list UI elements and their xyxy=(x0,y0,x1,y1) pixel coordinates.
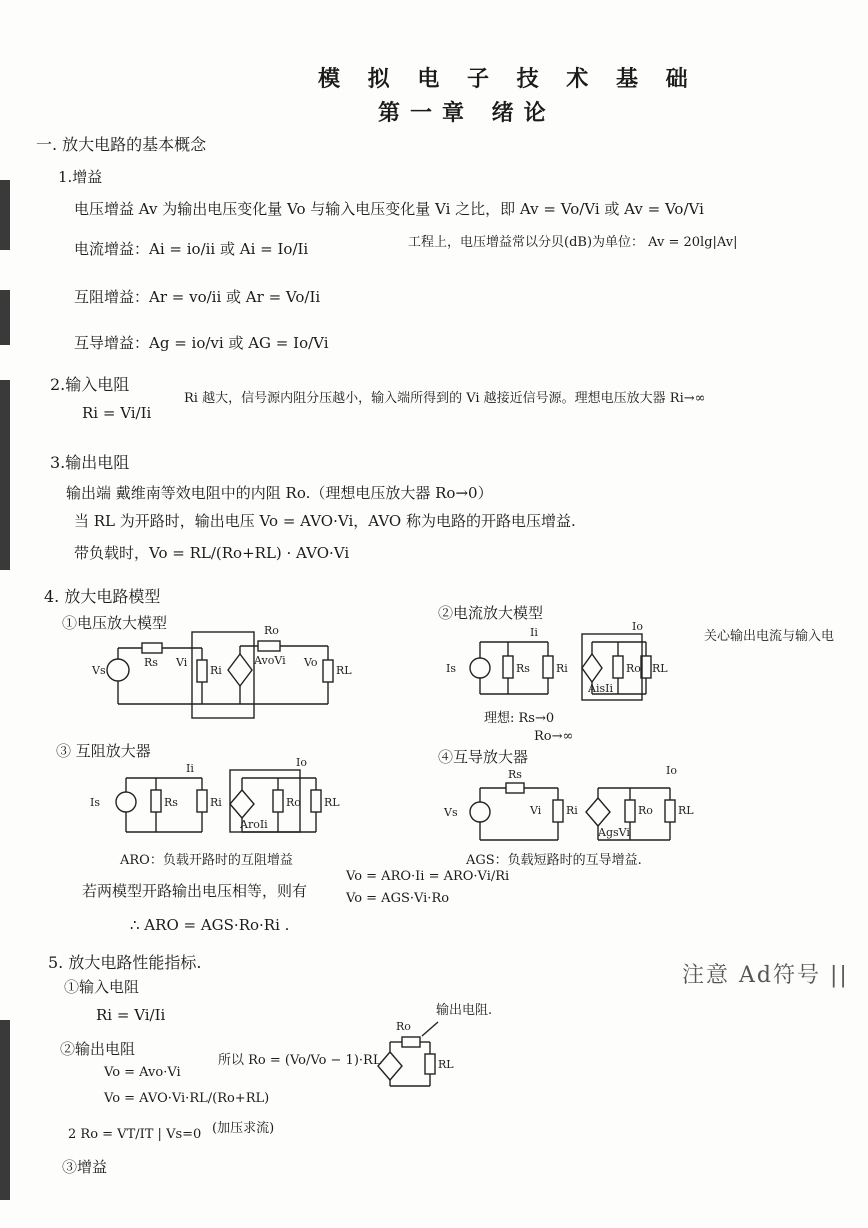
vi-label-4: Vi xyxy=(530,804,542,817)
perf-input-resistance-formula: Ri = Vi/Ii xyxy=(96,1006,166,1024)
output-resistance-circuit xyxy=(374,1018,464,1090)
voltage-amplifier-circuit xyxy=(92,618,352,718)
equivalence-statement: 若两模型开路输出电压相等，则有 xyxy=(82,882,308,900)
perf-output-resistance: ②输出电阻 xyxy=(60,1040,136,1058)
perf-output-eq-1: Vo = Avo·Vi xyxy=(104,1065,181,1080)
rl-label-2: RL xyxy=(652,662,668,675)
output-resistance-line-2: 当 RL 为开路时，输出电压 Vo = AVO·Vi，AVO 称为电路的开路电压增益. xyxy=(74,512,576,530)
rs-label-4: Rs xyxy=(508,768,522,781)
perf-output-eq-2: Vo = AVO·Vi·RL/(Ro+RL) xyxy=(104,1091,270,1106)
section-2-heading: 2.输入电阻 xyxy=(50,375,130,394)
current-amplifier-circuit xyxy=(446,620,668,702)
ro-label: Ro xyxy=(264,624,279,637)
rs-label-2: Rs xyxy=(516,662,530,675)
current-gain-def: 电流增益：Ai = io/ii 或 Ai = Io/Ii xyxy=(74,240,309,258)
chapter-title: 第一章 绪论 xyxy=(378,100,556,126)
vo-label: Vo xyxy=(304,656,318,669)
section-3-heading: 3.输出电阻 xyxy=(50,453,130,472)
rl-label-4: RL xyxy=(678,804,694,817)
rs-label-3: Rs xyxy=(164,796,178,809)
model-3-label: ③ 互阻放大器 xyxy=(56,742,151,760)
gain-heading: 1.增益 xyxy=(58,168,103,186)
scan-edge-marks xyxy=(0,140,10,1200)
model-2-ideal-rs: 理想: Rs→0 xyxy=(484,711,555,726)
voltage-gain-def: 电压增益 Av 为输出电压变化量 Vo 与输入电压变化量 Vi 之比，即 Av = Vo/Vi 或 Av = Vo/Vi xyxy=(74,200,704,218)
model-4-label: ④互导放大器 xyxy=(438,748,529,766)
ri-label-3: Ri xyxy=(210,796,222,809)
rl-label-3: RL xyxy=(324,796,340,809)
equivalence-eq-2: Vo = AGS·Vi·Ro xyxy=(346,891,450,906)
is-label-3: Is xyxy=(90,796,100,809)
transconductance-amplifier-circuit xyxy=(444,764,694,846)
ri-label-2: Ri xyxy=(556,662,568,675)
output-resistance-line-3: 带负载时，Vo = RL/(Ro+RL) · AVO·Vi xyxy=(74,544,350,562)
aisii-label: AisIi xyxy=(588,682,613,695)
ii-label: Ii xyxy=(530,626,538,639)
model-2-note: 关心输出电流与输入电 xyxy=(704,629,835,644)
model-1-label: ①电压放大模型 xyxy=(62,614,168,632)
transresistance-amplifier-circuit xyxy=(90,756,350,838)
model-2-ideal-ro: Ro→∞ xyxy=(534,729,574,744)
section-4-heading: 4. 放大电路模型 xyxy=(44,587,161,606)
model-2-label: ②电流放大模型 xyxy=(438,604,544,622)
rs-label: Rs xyxy=(144,656,158,669)
db-note: 工程上，电压增益常以分贝(dB)为单位： Av = 20lg|Av| xyxy=(408,235,738,250)
aroii-label: AroIi xyxy=(240,818,268,831)
avo-label: AvoVi xyxy=(254,654,286,667)
input-resistance-note: Ri 越大，信号源内阻分压越小，输入端所得到的 Vi 越接近信号源。理想电压放大器 Ri→∞ xyxy=(184,391,706,406)
ro-label-3: Ro xyxy=(286,796,301,809)
ags-note: AGS：负载短路时的互导增益. xyxy=(466,853,642,868)
ri-label: Ri xyxy=(210,664,222,677)
output-resistance-label: 输出电阻. xyxy=(436,1003,493,1018)
doc-title: 模 拟 电 子 技 术 基 础 xyxy=(318,66,698,92)
vs-label-4: Vs xyxy=(444,806,458,819)
transresistance-gain-def: 互阻增益：Ar = vo/ii 或 Ar = Vo/Ii xyxy=(74,288,321,306)
ii-label-3: Ii xyxy=(186,762,194,775)
io-label: Io xyxy=(632,620,643,633)
io-label-4: Io xyxy=(666,764,677,777)
section-1-heading: 一. 放大电路的基本概念 xyxy=(36,135,207,154)
is-label: Is xyxy=(446,662,456,675)
vi-label: Vi xyxy=(176,656,188,669)
handwritten-margin-note: 注意 Ad符号 || xyxy=(682,963,849,988)
transconductance-gain-def: 互导增益：Ag = io/vi 或 AG = Io/Vi xyxy=(74,334,329,352)
perf-gain: ③增益 xyxy=(62,1158,108,1176)
input-resistance-formula: Ri = Vi/Ii xyxy=(82,404,152,422)
section-5-heading: 5. 放大电路性能指标. xyxy=(48,953,202,972)
therefore-line: ∴ ARO = AGS·Ro·Ri . xyxy=(130,916,290,934)
rl-label-5: RL xyxy=(438,1058,454,1071)
ro-label-5: Ro xyxy=(396,1020,411,1033)
io-label-3: Io xyxy=(296,756,307,769)
ri-label-4: Ri xyxy=(566,804,578,817)
ro-label-2: Ro xyxy=(626,662,641,675)
agsvi-label: AgsVi xyxy=(598,826,630,839)
ro-label-4: Ro xyxy=(638,804,653,817)
perf-output-method-2-note: (加压求流) xyxy=(212,1121,275,1136)
perf-input-resistance: ①输入电阻 xyxy=(64,978,140,996)
equivalence-eq-1: Vo = ARO·Ii = ARO·Vi/Ri xyxy=(346,869,510,884)
output-resistance-line-1: 输出端 戴维南等效电阻中的内阻 Ro.（理想电压放大器 Ro→0） xyxy=(66,484,493,502)
perf-output-method-2: 2 Ro = VT/IT | Vs=0 xyxy=(68,1127,202,1142)
rl-label: RL xyxy=(336,664,352,677)
aro-note: ARO：负载开路时的互阻增益 xyxy=(120,853,293,868)
vs-label: Vs xyxy=(92,664,106,677)
perf-output-so: 所以 Ro = (Vo/Vo − 1)·RL xyxy=(218,1053,382,1068)
